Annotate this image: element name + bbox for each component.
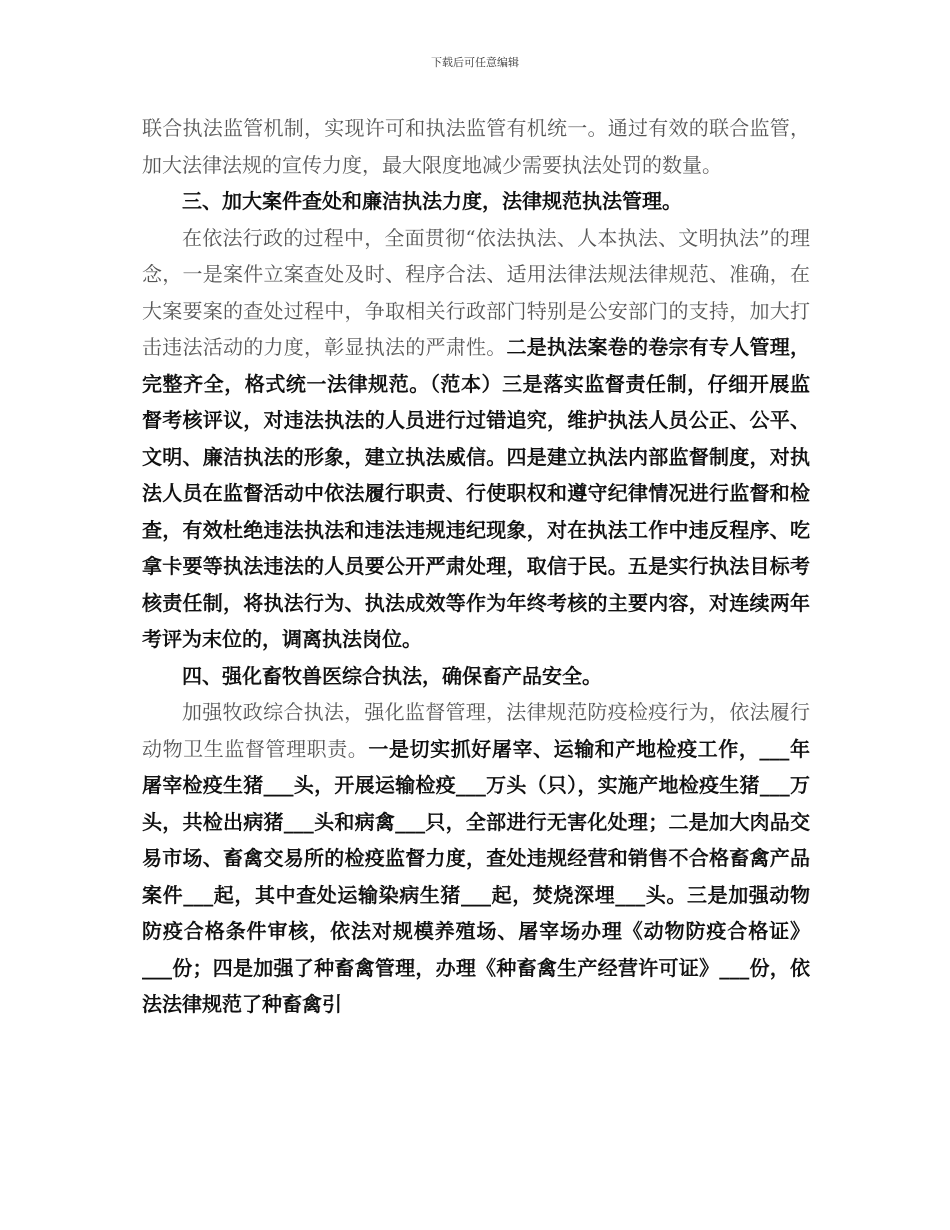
paragraph-animal-husbandry-measures-a: 一是切实抓好屠宰、运输和产地检疫工作，___年屠宰检疫生猪___头，开展运输检疫___万头（只），实施产地检疫生猪___万头，共检出病猪___头和病禽___只，全部进行无害化处理；二是加大肉品交易市场、畜禽交易所的检疫监督力度，查处违规经营和销售不合格畜禽产品案件___起，其中查处运输染病生猪___起，焚烧深埋___头。 <box>142 736 811 907</box>
page-header: 下载后可任意编辑 <box>431 56 519 69</box>
paragraph-animal-husbandry <box>142 694 810 1023</box>
section-heading-4: 四、强化畜牧兽医综合执法，确保畜产品安全。 <box>182 663 602 688</box>
document-body <box>142 110 810 1023</box>
paragraph-case-handling <box>142 220 810 658</box>
paragraph-animal-husbandry-intro: 加强牧政综合执法，强化监督管理，法律规范防疫检疫行为，依法履行动物卫生监督管理职责。 <box>142 700 810 761</box>
section-heading-3: 三、加大案件查处和廉洁执法力度，法律规范执法管理。 <box>182 189 682 213</box>
paragraph-joint-supervision: 联合执法监管机制，实现许可和执法监管有机统一。通过有效的联合监管，加大法律法规的宣传力度，最大限度地减少需要执法处罚的数量。 <box>142 116 810 177</box>
paragraph-case-handling-intro: 在依法行政的过程中，全面贯彻“依法执法、人本执法、文明执法”的理念，一是案件立案查处及时、程序合法、适用法律法规法律规范、准确，在大案要案的查处过程中，争取相关行政部门特别是公安部门的支持，加大打击违法活动的力度，彰显执法的严肃性。 <box>142 225 810 359</box>
paragraph-animal-husbandry-measures-b: 三是加强动物防疫合格条件审核，依法对规模养殖场、屠宰场办理《动物防疫合格证》___份；四是加强了种畜禽管理，办理《种畜禽生产经营许可证》___份，依法法律规范了种畜禽引 <box>142 882 811 1016</box>
paragraph-case-handling-measures: 二是执法案卷的卷宗有专人管理，完整齐全，格式统一法律规范。（范本）三是落实监督责任制，仔细开展监督考核评议，对违法执法的人员进行过错追究，维护执法人员公正、公平、文明、廉洁执法的形象，建立执法威信。四是建立执法内部监督制度，对执法人员在监督活动中依法履行职责、行使职权和遵守纪律情况进行监督和检查，有效杜绝违法执法和违法违规违纪现象，对在执法工作中违反程序、吃拿卡要等执法违法的人员要公开严肃处理，取信于民。五是实行执法目标考核责任制，将执法行为、执法成效等作为年终考核的主要内容，对连续两年考评为末位的，调离执法岗位。 <box>142 335 810 651</box>
